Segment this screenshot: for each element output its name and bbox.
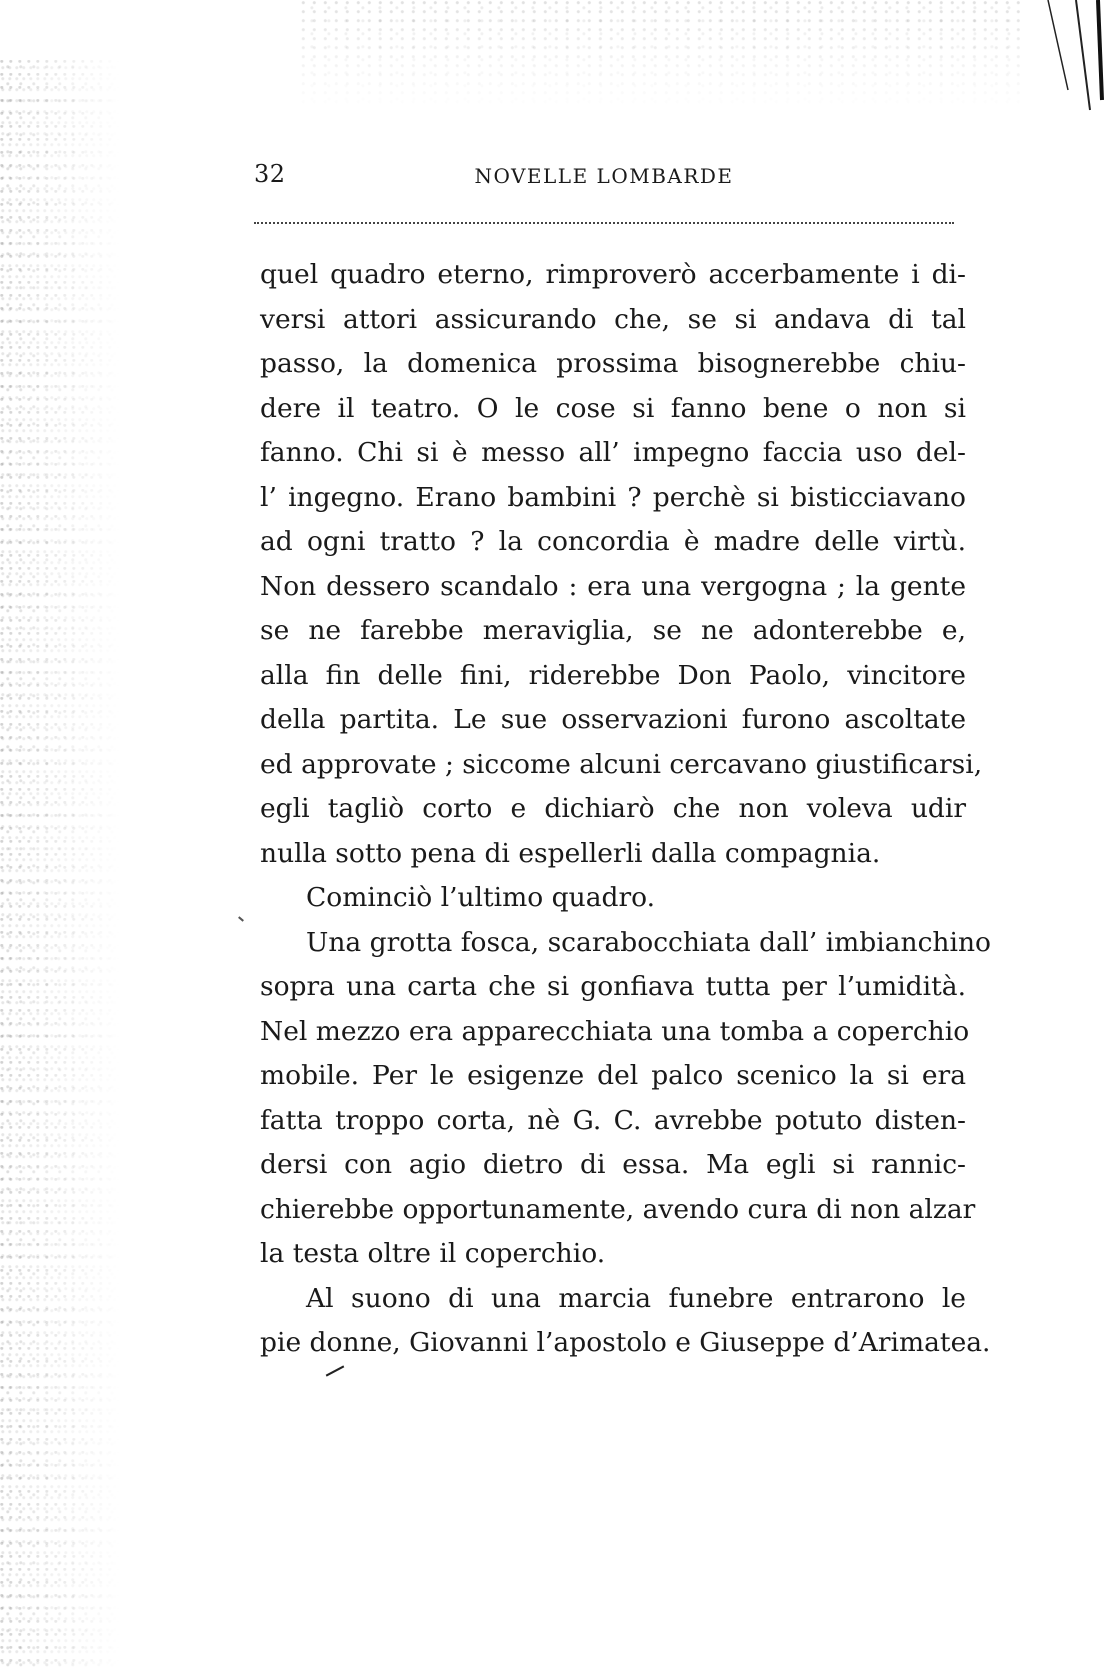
text-line: fanno. Chi si è messo all’ impegno faccia uso del-: [260, 437, 966, 468]
text-line: ed approvate ; siccome alcuni cercavano giustificarsi,: [260, 748, 983, 780]
text-line: dersi con agio dietro di essa. Ma egli si rannic-: [260, 1149, 966, 1180]
page-header: [254, 160, 954, 200]
page-number: 32: [254, 160, 286, 188]
running-title: NOVELLE LOMBARDE: [474, 164, 734, 188]
scan-edge-speckle-left: [0, 60, 120, 1672]
text-line: ad ogni tratto ? la concordia è madre delle virtù.: [260, 526, 966, 557]
text-line: mobile. Per le esigenze del palco scenico la si era: [260, 1060, 966, 1091]
text-line: egli tagliò corto e dichiarò che non voleva udir: [260, 793, 966, 824]
text-line: quel quadro eterno, rimproverò accerbamente i di-: [260, 259, 966, 290]
text-line: della partita. Le sue osservazioni furono ascoltate: [260, 704, 966, 735]
stray-ink-mark: [326, 1365, 345, 1376]
text-line: nulla sotto pena di espellerli dalla compagnia.: [260, 837, 881, 869]
text-line: pie donne, Giovanni l’apostolo e Giuseppe d’Arimatea.: [260, 1327, 991, 1358]
text-line: dere il teatro. O le cose si fanno bene o non si: [260, 392, 966, 424]
text-line: Non dessero scandalo : era una vergogna ; la gente: [260, 570, 966, 602]
text-line: se ne farebbe meraviglia, se ne adonterebbe e,: [260, 615, 966, 646]
text-line: alla fin delle fini, riderebbe Don Paolo, vincitore: [260, 659, 966, 691]
text-line: chierebbe opportunamente, avendo cura di non alzar: [260, 1193, 976, 1225]
text-line: Una grotta fosca, scarabocchiata dall’ imbianchino: [306, 926, 991, 958]
text-line: la testa oltre il coperchio.: [260, 1238, 606, 1269]
stray-ink-mark: [238, 916, 244, 921]
scan-edge-speckle-top: [300, 0, 1020, 110]
body-text: [260, 253, 991, 1366]
text-line: fatta troppo corta, nè G. C. avrebbe potuto disten-: [260, 1104, 966, 1136]
header-rule: [254, 222, 954, 224]
text-line: versi attori assicurando che, se si andava di tal: [260, 303, 966, 335]
text-line: Al suono di una marcia funebre entrarono le: [306, 1282, 966, 1314]
text-line: sopra una carta che si gonfiava tutta per l’umidità.: [260, 971, 966, 1002]
text-line: Nel mezzo era apparecchiata una tomba a coperchio: [260, 1015, 970, 1047]
text-line: Cominciò l’ultimo quadro.: [306, 882, 656, 913]
text-line: l’ ingegno. Erano bambini ? perchè si bisticciavano: [260, 481, 966, 513]
scan-edge-marks: [1028, 0, 1118, 120]
text-line: passo, la domenica prossima bisognerebbe chiu-: [260, 348, 966, 379]
